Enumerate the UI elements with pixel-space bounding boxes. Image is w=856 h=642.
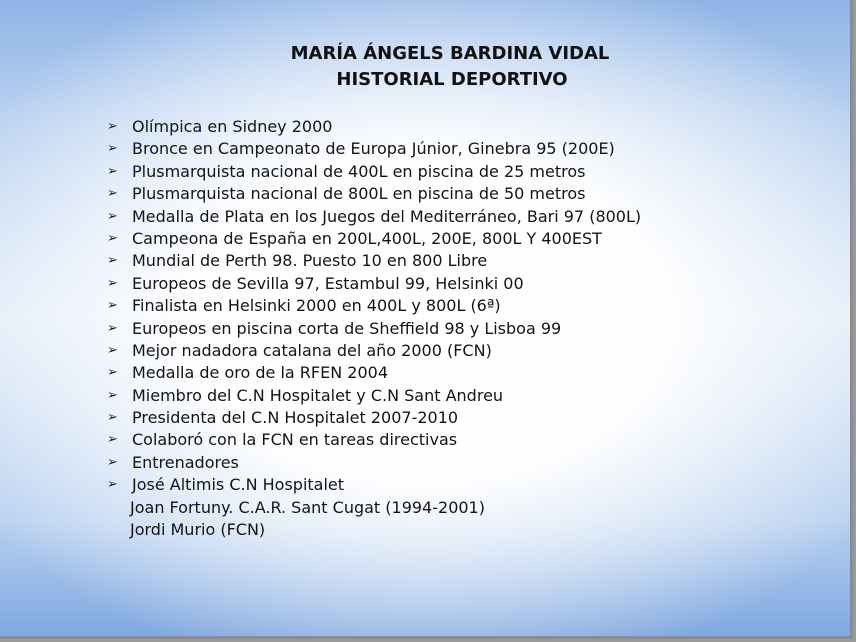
title-line-subtitle: HISTORIAL DEPORTIVO xyxy=(336,69,568,90)
list-item xyxy=(107,407,485,429)
list-item-text: Presidenta del C.N Hospitalet 2007-2010 xyxy=(132,408,459,428)
list-item xyxy=(107,138,615,160)
list-item-text: Medalla de oro de la RFEN 2004 xyxy=(132,363,388,383)
arrow-bullet-icon: ➢ xyxy=(107,253,118,269)
list-item-text: Mejor nadadora catalana del año 2000 (FCN) xyxy=(132,340,492,360)
arrow-bullet-icon: ➢ xyxy=(107,186,118,202)
arrow-bullet-icon: ➢ xyxy=(107,275,118,291)
list-item-text: Olímpica en Sidney 2000 xyxy=(132,117,333,136)
arrow-bullet-icon: ➢ xyxy=(107,342,118,358)
list-item-text: Campeona de España en 200L,400L, 200E, 800L Y 400EST xyxy=(132,228,602,248)
list-item xyxy=(107,116,485,138)
achievements-list xyxy=(107,116,642,541)
list-item xyxy=(107,295,501,317)
list-continuation-line: Jordi Murio (FCN) xyxy=(130,520,266,540)
slide-title xyxy=(0,41,850,93)
list-item-text: Mundial de Perth 98. Puesto 10 en 800 Libre xyxy=(132,251,488,271)
arrow-bullet-icon: ➢ xyxy=(107,298,118,314)
list-item xyxy=(107,474,485,496)
list-item xyxy=(107,228,602,250)
list-item xyxy=(107,340,492,362)
list-item-text: Plusmarquista nacional de 800L en piscina de 50 metros xyxy=(132,184,586,204)
list-item-text: Bronce en Campeonato de Europa Júnior, Ginebra 95 (200E) xyxy=(132,139,615,159)
arrow-bullet-icon: ➢ xyxy=(107,163,118,179)
title-line-name: MARÍA ÁNGELS BARDINA VIDAL xyxy=(290,43,610,64)
arrow-bullet-icon: ➢ xyxy=(107,454,118,470)
list-item-text: Medalla de Plata en los Juegos del Mediterráneo, Bari 97 (800L) xyxy=(132,206,642,226)
list-item-text: Plusmarquista nacional de 400L en piscina de 25 metros xyxy=(132,161,586,181)
arrow-bullet-icon: ➢ xyxy=(107,119,118,134)
arrow-bullet-icon: ➢ xyxy=(107,410,118,426)
list-item xyxy=(107,452,485,474)
list-item xyxy=(107,385,504,407)
list-item-text: Europeos de Sevilla 97, Estambul 99, Helsinki 00 xyxy=(132,273,524,293)
list-item-text: José Altimis C.N Hospitalet xyxy=(132,475,345,495)
list-item xyxy=(107,318,562,340)
arrow-bullet-icon: ➢ xyxy=(107,432,118,448)
list-continuation-line: Joan Fortuny. C.A.R. Sant Cugat (1994-2001) xyxy=(130,497,485,517)
list-item xyxy=(107,206,642,228)
list-item-text: Miembro del C.N Hospitalet y C.N Sant Andreu xyxy=(132,385,504,405)
arrow-bullet-icon: ➢ xyxy=(107,387,118,403)
list-item xyxy=(107,161,586,183)
arrow-bullet-icon: ➢ xyxy=(107,230,118,246)
arrow-bullet-icon: ➢ xyxy=(107,477,118,493)
arrow-bullet-icon: ➢ xyxy=(107,141,118,157)
list-item-text: Colaboró con la FCN en tareas directivas xyxy=(132,430,458,450)
list-item-text: Europeos en piscina corta de Sheffield 98 y Lisboa 99 xyxy=(132,318,562,338)
list-item-text: Finalista en Helsinki 2000 en 400L y 800L (6ª) xyxy=(132,296,501,316)
list-item xyxy=(107,250,488,272)
list-item xyxy=(107,273,524,295)
arrow-bullet-icon: ➢ xyxy=(107,208,118,224)
list-item xyxy=(107,183,586,205)
list-item-text: Entrenadores xyxy=(132,452,239,472)
arrow-bullet-icon: ➢ xyxy=(107,365,118,381)
arrow-bullet-icon: ➢ xyxy=(107,320,118,336)
list-item xyxy=(107,362,485,384)
list-item xyxy=(107,429,485,451)
